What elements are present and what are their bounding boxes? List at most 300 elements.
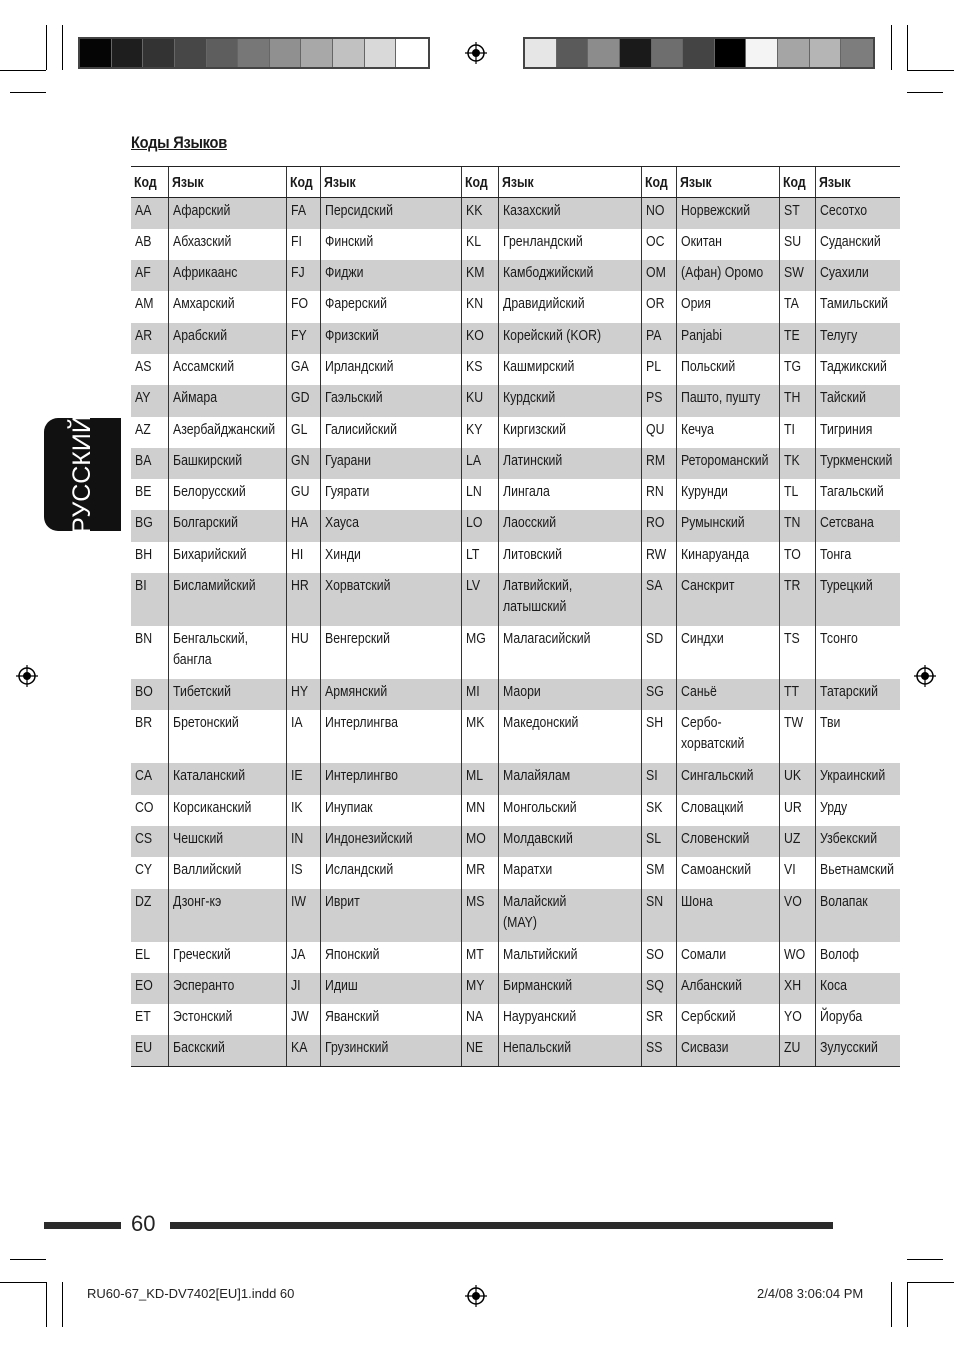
language-name-cell: Ория <box>676 291 779 322</box>
language-name-cell: Шона <box>676 889 779 942</box>
language-name-cell: Таджикский <box>815 354 900 385</box>
color-swatch <box>270 39 302 67</box>
language-name-cell: Башкирский <box>168 448 286 479</box>
language-name-cell: Литовский <box>498 542 641 573</box>
language-code-cell: VO <box>779 889 815 942</box>
language-codes-table <box>131 166 900 1067</box>
color-swatch <box>746 39 778 67</box>
language-code-cell: SD <box>641 626 676 679</box>
language-code-cell: JW <box>286 1004 320 1035</box>
language-code-cell: HR <box>286 573 320 626</box>
crop-mark <box>62 25 63 70</box>
file-info: RU60-67_KD-DV7402[EU]1.indd 60 <box>87 1286 295 1301</box>
language-code-cell: FA <box>286 198 320 229</box>
language-name-cell: Непальский <box>498 1035 641 1066</box>
column-header: Язык <box>676 167 779 198</box>
language-name-cell: Сисвази <box>676 1035 779 1066</box>
crop-mark <box>46 25 47 70</box>
language-code-cell: GN <box>286 448 320 479</box>
language-code-cell: OM <box>641 260 676 291</box>
language-code-cell: JI <box>286 973 320 1004</box>
language-name-cell: Тонга <box>815 542 900 573</box>
language-name-cell: Тибетский <box>168 679 286 710</box>
language-name-cell: Гренландский <box>498 229 641 260</box>
table-row <box>131 857 900 888</box>
crop-mark <box>10 92 46 93</box>
language-code-cell: CS <box>131 826 168 857</box>
language-code-cell: CY <box>135 861 153 879</box>
language-code-cell: IE <box>286 763 320 794</box>
color-swatch <box>715 39 747 67</box>
language-code-cell: AM <box>135 295 154 313</box>
language-name-cell: Туркменский <box>815 448 900 479</box>
language-name-cell: Каталанский <box>168 763 286 794</box>
language-name-cell: Гуярати <box>320 479 461 510</box>
column-header: Код <box>779 167 815 198</box>
language-code-cell: MY <box>461 973 498 1004</box>
language-name-cell: Интерлингва <box>320 710 461 763</box>
language-code-cell: AA <box>131 198 168 229</box>
color-swatch <box>778 39 810 67</box>
crop-mark <box>907 1282 908 1327</box>
language-name-cell: Латинский <box>498 448 641 479</box>
language-name-cell: Суданский <box>815 229 900 260</box>
language-name-cell: Баскский <box>168 1035 286 1066</box>
language-name-cell: Санскрит <box>676 573 779 626</box>
language-code-cell: IS <box>286 857 320 888</box>
language-name-cell: Бихарийский <box>168 542 286 573</box>
language-code-cell: SA <box>641 573 676 626</box>
language-name-cell: Латвийский, латышский <box>498 573 641 626</box>
language-name-cell: Коса <box>815 973 900 1004</box>
language-name-cell: Panjabi <box>676 323 779 354</box>
language-name-cell: Маратхи <box>498 857 641 888</box>
language-code-cell: TG <box>779 354 815 385</box>
language-name-cell: Болгарский <box>168 510 286 541</box>
language-code-cell: UR <box>779 795 815 826</box>
language-code-cell: TS <box>779 626 815 679</box>
language-code-cell: PA <box>641 323 676 354</box>
table-row <box>131 573 900 626</box>
language-name-cell: Тамильский <box>815 291 900 322</box>
language-code-cell: RW <box>641 542 676 573</box>
language-name-cell: Хауса <box>320 510 461 541</box>
language-code-cell: FY <box>286 323 320 354</box>
language-name-cell: Тви <box>815 710 900 763</box>
language-name-cell: Белорусский <box>168 479 286 510</box>
registration-mark-icon <box>16 665 38 687</box>
language-code-cell: LV <box>461 573 498 626</box>
language-code-cell: SS <box>641 1035 676 1066</box>
language-code-cell: KU <box>461 385 498 416</box>
language-name-cell: Индонезийский <box>320 826 461 857</box>
language-name-cell: Урду <box>815 795 900 826</box>
color-swatch <box>841 39 873 67</box>
registration-mark-icon <box>914 665 936 687</box>
color-swatch <box>525 39 557 67</box>
table-header-row <box>131 167 900 198</box>
color-swatch <box>620 39 652 67</box>
language-code-cell: IA <box>286 710 320 763</box>
language-code-cell: HA <box>286 510 320 541</box>
language-code-cell: HI <box>286 542 320 573</box>
language-code-cell: LT <box>461 542 498 573</box>
color-swatch <box>175 39 207 67</box>
crop-mark <box>0 70 46 71</box>
language-name-cell: Камбоджийский <box>498 260 641 291</box>
color-swatch-bar-left <box>78 37 430 69</box>
column-header: Код <box>131 167 168 198</box>
language-name-cell: Японский <box>320 942 461 973</box>
language-code-cell: MI <box>461 679 498 710</box>
language-code-cell: NO <box>641 198 676 229</box>
language-name-cell: Персидский <box>320 198 461 229</box>
language-code-cell: AY <box>131 385 168 416</box>
language-name-cell: Ассамский <box>168 354 286 385</box>
table-row <box>131 542 900 573</box>
language-name-cell: Украинский <box>815 763 900 794</box>
language-code-cell: TR <box>779 573 815 626</box>
crop-mark <box>891 1282 892 1327</box>
language-code-cell: MN <box>461 795 498 826</box>
language-code-cell: YO <box>779 1004 815 1035</box>
language-code-cell: HU <box>286 626 320 679</box>
language-code-cell: KL <box>461 229 498 260</box>
language-name-cell: Маори <box>498 679 641 710</box>
language-code-cell: JA <box>286 942 320 973</box>
language-name-cell: Кинаруанда <box>676 542 779 573</box>
language-name-cell: Румынский <box>676 510 779 541</box>
language-code-cell: BN <box>135 630 153 648</box>
color-swatch <box>810 39 842 67</box>
table-row <box>131 763 900 794</box>
language-code-cell: AZ <box>135 420 151 438</box>
color-swatch <box>80 39 112 67</box>
table-row <box>131 889 900 942</box>
language-name-cell: Телугу <box>815 323 900 354</box>
language-name-cell: Хорватский <box>320 573 461 626</box>
registration-mark-icon <box>465 1285 487 1307</box>
table-row <box>131 385 900 416</box>
table-row <box>131 1035 900 1066</box>
language-code-cell: QU <box>641 417 676 448</box>
language-name-cell: Турецкий <box>815 573 900 626</box>
language-code-cell: ST <box>779 198 815 229</box>
language-code-cell: MG <box>461 626 498 679</box>
language-name-cell: Фарерский <box>320 291 461 322</box>
language-name-cell: Норвежский <box>676 198 779 229</box>
language-name-cell: Монгольский <box>498 795 641 826</box>
column-header: Язык <box>320 167 461 198</box>
language-code-cell: SO <box>641 942 676 973</box>
language-name-cell: Корсиканский <box>168 795 286 826</box>
column-header: Код <box>286 167 320 198</box>
language-name-cell: Ретороманский <box>676 448 779 479</box>
language-name-cell: Науруанский <box>498 1004 641 1035</box>
language-code-cell: MK <box>461 710 498 763</box>
language-code-cell: PS <box>641 385 676 416</box>
table-row <box>131 973 900 1004</box>
language-name-cell: Сингальский <box>676 763 779 794</box>
color-swatch <box>333 39 365 67</box>
language-name-cell: Хинди <box>320 542 461 573</box>
language-code-cell: SU <box>779 229 815 260</box>
language-name-cell: Саньё <box>676 679 779 710</box>
language-name-cell: Бисламийский <box>168 573 286 626</box>
language-name-cell: Финский <box>320 229 461 260</box>
language-name-cell: Сесотхо <box>815 198 900 229</box>
language-code-cell: TO <box>779 542 815 573</box>
language-name-cell: Суахили <box>815 260 900 291</box>
table-row <box>131 479 900 510</box>
language-name-cell: Киргизский <box>498 417 641 448</box>
language-code-cell: SH <box>641 710 676 763</box>
language-code-cell: KY <box>461 417 498 448</box>
language-name-cell: Малайский (MAY) <box>498 889 641 942</box>
language-name-cell: Кашмирский <box>498 354 641 385</box>
language-name-cell: Венгерский <box>320 626 461 679</box>
table-row <box>131 942 900 973</box>
language-name-cell: Сетсвана <box>815 510 900 541</box>
language-code-cell: MS <box>461 889 498 942</box>
language-code-cell: AS <box>135 357 152 375</box>
language-name-cell: Эсперанто <box>168 973 286 1004</box>
language-name-cell: Кечуа <box>676 417 779 448</box>
language-name-cell: Синдхи <box>676 626 779 679</box>
language-code-cell: GD <box>286 385 320 416</box>
language-code-cell: TH <box>779 385 815 416</box>
table-row <box>131 417 900 448</box>
language-name-cell: Малайялам <box>498 763 641 794</box>
language-name-cell: Вьетнамский <box>815 857 900 888</box>
language-code-cell: KK <box>461 198 498 229</box>
crop-mark <box>907 70 954 71</box>
language-code-cell: AB <box>135 232 152 250</box>
language-name-cell: Пашто, пушту <box>676 385 779 416</box>
language-name-cell: Армянский <box>320 679 461 710</box>
language-name-cell: Тигриния <box>815 417 900 448</box>
language-code-cell: TA <box>779 291 815 322</box>
table-row <box>131 510 900 541</box>
language-code-cell: BI <box>131 573 168 626</box>
language-name-cell: Бенгальский, бангла <box>168 626 286 679</box>
language-name-cell: Македонский <box>498 710 641 763</box>
table-row <box>131 1004 900 1035</box>
language-code-cell: CA <box>131 763 168 794</box>
language-code-cell: ZU <box>779 1035 815 1066</box>
language-code-cell: NE <box>461 1035 498 1066</box>
language-code-cell: BA <box>131 448 168 479</box>
language-code-cell: TI <box>779 417 815 448</box>
language-name-cell: Дзонг-кэ <box>168 889 286 942</box>
language-name-cell: Гуарани <box>320 448 461 479</box>
column-header: Код <box>461 167 498 198</box>
language-code-cell: UZ <box>779 826 815 857</box>
table-row <box>131 679 900 710</box>
language-side-tab-label: РУССКИЙ <box>68 415 96 534</box>
language-name-cell: Тагальский <box>815 479 900 510</box>
language-name-cell: Африкаанс <box>168 260 286 291</box>
column-header: Язык <box>168 167 286 198</box>
language-code-cell: SW <box>779 260 815 291</box>
crop-mark <box>46 1282 47 1327</box>
crop-mark <box>891 25 892 70</box>
registration-mark-icon <box>465 42 487 64</box>
language-name-cell: Лаосский <box>498 510 641 541</box>
language-code-cell: MR <box>461 857 498 888</box>
language-name-cell: Албанский <box>676 973 779 1004</box>
language-name-cell: Бирманский <box>498 973 641 1004</box>
language-name-cell: Иврит <box>320 889 461 942</box>
language-code-cell: BO <box>131 679 168 710</box>
language-code-cell: CO <box>135 798 154 816</box>
language-name-cell: Тайский <box>815 385 900 416</box>
language-name-cell: Словацкий <box>676 795 779 826</box>
print-timestamp: 2/4/08 3:06:04 PM <box>757 1286 864 1301</box>
table-row <box>131 323 900 354</box>
language-name-cell: Галисийский <box>320 417 461 448</box>
color-swatch <box>683 39 715 67</box>
language-code-cell: BR <box>135 714 153 732</box>
language-code-cell: SG <box>641 679 676 710</box>
language-code-cell: GU <box>286 479 320 510</box>
language-code-cell: TW <box>779 710 815 763</box>
language-name-cell: Малагасийский <box>498 626 641 679</box>
language-code-cell: ML <box>461 763 498 794</box>
language-code-cell: WO <box>779 942 815 973</box>
language-name-cell: Самоанский <box>676 857 779 888</box>
language-code-cell: EU <box>131 1035 168 1066</box>
language-name-cell: Татарский <box>815 679 900 710</box>
crop-mark <box>907 1259 943 1260</box>
column-header: Язык <box>498 167 641 198</box>
language-code-cell: KN <box>461 291 498 322</box>
language-code-cell: EO <box>131 973 168 1004</box>
language-code-cell: MT <box>461 942 498 973</box>
language-code-cell: TN <box>779 510 815 541</box>
page-number: 60 <box>131 1211 156 1236</box>
language-name-cell: Аймара <box>168 385 286 416</box>
language-name-cell: Корейский (KOR) <box>498 323 641 354</box>
table-row <box>131 260 900 291</box>
language-name-cell: Йоруба <box>815 1004 900 1035</box>
language-code-cell: FO <box>286 291 320 322</box>
crop-mark <box>907 25 908 70</box>
language-name-cell: Яванский <box>320 1004 461 1035</box>
language-code-cell: EL <box>135 945 151 963</box>
language-code-cell: VI <box>779 857 815 888</box>
language-code-cell: IK <box>286 795 320 826</box>
language-name-cell: Окитан <box>676 229 779 260</box>
language-code-cell: TE <box>779 323 815 354</box>
language-name-cell: Эстонский <box>168 1004 286 1035</box>
language-name-cell: Греческий <box>168 942 286 973</box>
language-name-cell: Идиш <box>320 973 461 1004</box>
language-code-cell: NA <box>461 1004 498 1035</box>
language-code-cell: SI <box>641 763 676 794</box>
language-code-cell: AR <box>131 323 168 354</box>
language-code-cell: KS <box>461 354 498 385</box>
crop-mark <box>907 92 943 93</box>
language-name-cell: Исландский <box>320 857 461 888</box>
table-row <box>131 291 900 322</box>
language-name-cell: Сербский <box>676 1004 779 1035</box>
table-row <box>131 826 900 857</box>
language-name-cell: Абхазский <box>168 229 286 260</box>
language-name-cell: Лингала <box>498 479 641 510</box>
language-name-cell: Курунди <box>676 479 779 510</box>
language-name-cell: Волапак <box>815 889 900 942</box>
language-code-cell: HY <box>286 679 320 710</box>
crop-mark <box>907 1282 954 1283</box>
language-name-cell: Казахский <box>498 198 641 229</box>
column-header: Код <box>641 167 676 198</box>
language-code-cell: BH <box>135 545 153 563</box>
crop-mark <box>10 1259 46 1260</box>
crop-mark <box>62 1282 63 1327</box>
language-code-cell: SR <box>641 1004 676 1035</box>
language-code-cell: RO <box>641 510 676 541</box>
language-code-cell: LA <box>461 448 498 479</box>
color-swatch <box>112 39 144 67</box>
language-code-cell: MO <box>461 826 498 857</box>
table-row <box>131 626 900 679</box>
language-name-cell: Волоф <box>815 942 900 973</box>
language-code-cell: IW <box>286 889 320 942</box>
color-swatch <box>143 39 175 67</box>
language-name-cell: Молдавский <box>498 826 641 857</box>
table-row <box>131 229 900 260</box>
language-name-cell: Валлийский <box>168 857 286 888</box>
color-swatch <box>557 39 589 67</box>
language-name-cell: Грузинский <box>320 1035 461 1066</box>
language-code-cell: AF <box>131 260 168 291</box>
language-name-cell: Словенский <box>676 826 779 857</box>
language-code-cell: XH <box>779 973 815 1004</box>
color-swatch <box>365 39 397 67</box>
color-swatch <box>652 39 684 67</box>
table-row <box>131 198 900 229</box>
language-name-cell: Гаэльский <box>320 385 461 416</box>
language-name-cell: Азербайджанский <box>168 417 286 448</box>
language-code-cell: BG <box>131 510 168 541</box>
language-code-cell: TT <box>779 679 815 710</box>
language-name-cell: Фиджи <box>320 260 461 291</box>
language-code-cell: PL <box>641 354 676 385</box>
table-row <box>131 710 900 763</box>
table-row <box>131 354 900 385</box>
language-code-cell: KA <box>286 1035 320 1066</box>
language-code-cell: LN <box>461 479 498 510</box>
page-title: Коды Языков <box>131 133 227 152</box>
language-code-cell: FJ <box>286 260 320 291</box>
language-name-cell: Сомали <box>676 942 779 973</box>
color-swatch <box>207 39 239 67</box>
language-code-cell: OC <box>641 229 676 260</box>
language-code-cell: SM <box>641 857 676 888</box>
language-code-cell: KM <box>461 260 498 291</box>
language-name-cell: Афарский <box>168 198 286 229</box>
language-code-cell: UK <box>779 763 815 794</box>
language-name-cell: Мальтийский <box>498 942 641 973</box>
language-code-cell: GA <box>286 354 320 385</box>
language-code-cell: SQ <box>641 973 676 1004</box>
language-name-cell: Сербо- хорватский <box>676 710 779 763</box>
language-name-cell: Амхарский <box>168 291 286 322</box>
language-code-cell: RM <box>641 448 676 479</box>
language-code-cell: RN <box>641 479 676 510</box>
language-code-cell: DZ <box>131 889 168 942</box>
